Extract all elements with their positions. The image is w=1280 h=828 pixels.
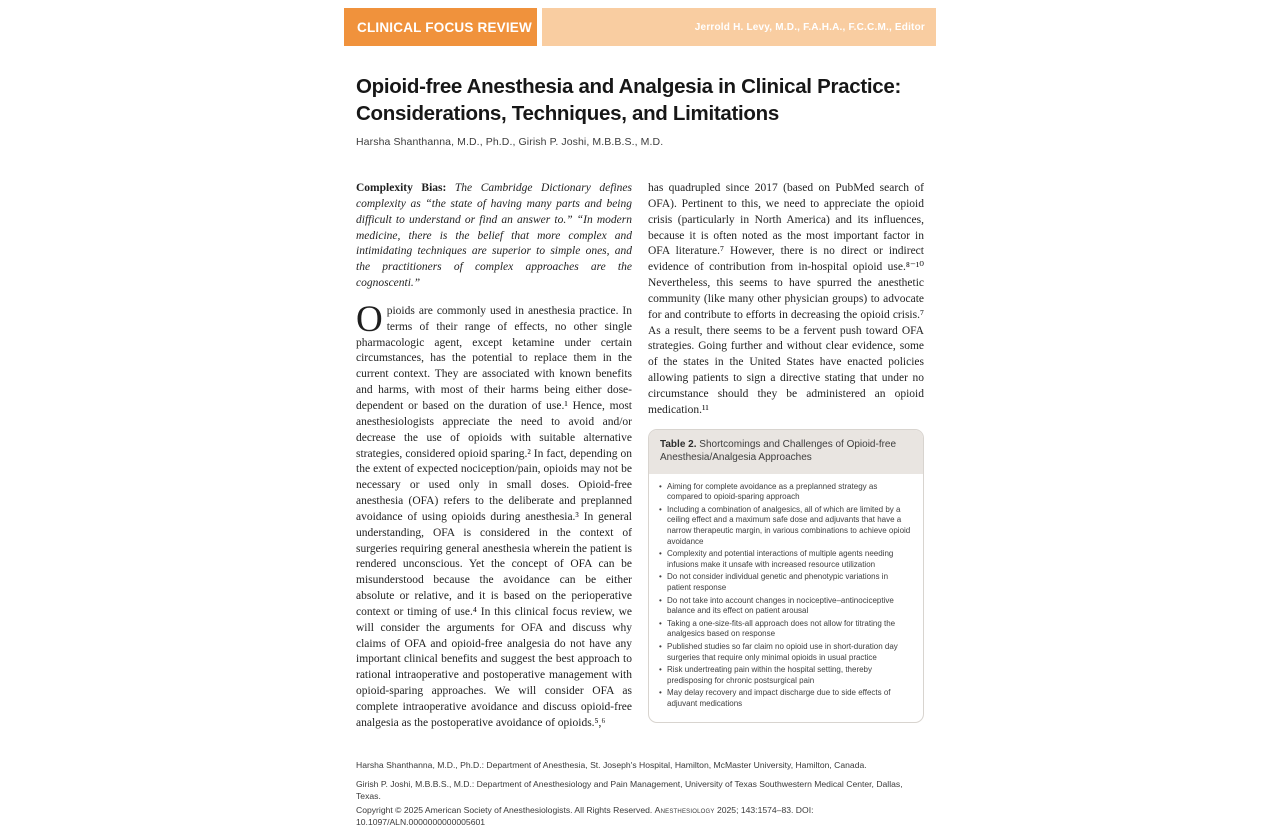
two-column-body bbox=[344, 181, 936, 743]
editor-credit: Jerrold H. Levy, M.D., F.A.H.A., F.C.C.M., Editor bbox=[542, 8, 936, 46]
table-2-item: • Including a combination of analgesics, all of which are limited by a ceiling effect and a maximum safe dose and adjuvants that have a narrow therapeutic margin, in various combinations to achieve opioid avoidance bbox=[658, 505, 913, 547]
table-2-caption bbox=[649, 430, 923, 474]
section-label: CLINICAL FOCUS REVIEW bbox=[344, 8, 537, 46]
table-2-item-list bbox=[658, 482, 913, 710]
article-page bbox=[344, 8, 936, 828]
left-column bbox=[356, 181, 632, 743]
intro-paragraph-text: pioids are commonly used in anesthesia practice. In terms of their range of effects, no other single pharmacologic agent, except ketamine under certain circumstances, has the potential to replace them in the current context. They are associated with known benefits and harms, with most of their harms being either dose-dependent or based on the duration of use.¹ Hence, most anesthesiologists appreciate the need to avoid and/or decrease the use of opioids with suitable alternative strategies, considered opioid sparing.² In fact, depending on the extent of expected nociception/pain, opioids may not be necessary or used only in small doses. Opioid-free anesthesia (OFA) refers to the deliberate and preplanned avoidance of using opioids during anesthesia.³ In general understanding, OFA is considered in the context of surgeries requiring general anesthesia wherein the patient is rendered unconscious. Yet the concept of OFA can be misunderstood because the avoidance can be either absolute or relative, and it is based on the perioperative context or timing of use.⁴ In this clinical focus review, we will consider the arguments for OFA and discuss why claims of OFA and opioid-free analgesia do not have any important clinical benefits and suggest the best approach to rational intraoperative and postoperative management with opioid-sparing approaches. We will consider OFA as complete intraoperative avoidance and discuss opioid-free analgesia as the postoperative avoidance of opioids.⁵,⁶ bbox=[356, 304, 632, 729]
right-column bbox=[648, 181, 924, 743]
table-2-item: • Aiming for complete avoidance as a preplanned strategy as compared to opioid-sparing approach bbox=[658, 482, 913, 503]
article-footnotes bbox=[356, 759, 924, 828]
complexity-bias-paragraph bbox=[356, 181, 632, 292]
complexity-bias-text: The Cambridge Dictionary defines complexity as “the state of having many parts and being difficult to understand or find an answer to.” “In modern medicine, there is the belief that more complex and intimidating techniques are superior to simple ones, and the practitioners of complex approaches are the cognoscenti.” bbox=[356, 182, 632, 290]
table-2-item: • May delay recovery and impact discharge due to side effects of adjuvant medications bbox=[658, 688, 913, 709]
article-title-line1: Opioid-free Anesthesia and Analgesia in Clinical Practice: bbox=[356, 75, 901, 98]
article-title bbox=[356, 73, 924, 127]
article-title-line2: Considerations, Techniques, and Limitations bbox=[356, 102, 779, 125]
intro-paragraph bbox=[356, 298, 632, 732]
table-2-item: • Taking a one-size-fits-all approach does not allow for titrating the analgesics based on response bbox=[658, 619, 913, 640]
table-2-box bbox=[648, 429, 924, 723]
table-2-title: Shortcomings and Challenges of Opioid-free Anesthesia/Analgesia Approaches bbox=[660, 438, 897, 464]
table-2-body bbox=[649, 474, 923, 722]
table-2-item: • Do not consider individual genetic and phenotypic variations in patient response bbox=[658, 572, 913, 593]
table-2-item: • Published studies so far claim no opioid use in short-duration day surgeries that require only minimal opioids in usual practice bbox=[658, 642, 913, 663]
copyright-post: 2025; 143:1574–83. DOI: 10.1097/ALN.0000000000005601 bbox=[356, 805, 814, 828]
table-2-item: • Do not take into account changes in nociceptive–antinociceptive balance and its effect on patient arousal bbox=[658, 596, 913, 617]
affiliation-shanthanna: Harsha Shanthanna, M.D., Ph.D.: Department of Anesthesia, St. Joseph's Hospital, Hamilton, McMaster University, Hamilton, Canada. bbox=[356, 760, 867, 771]
section-banner bbox=[344, 8, 936, 46]
continuation-paragraph: has quadrupled since 2017 (based on PubMed search of OFA). Pertinent to this, we need to appreciate the opioid crisis (particularly in North America) and its influences, because it is often noted as the most important factor in OFA literature.⁷ However, there is no direct or indirect evidence of contribution from in-hospital opioid use.⁸⁻¹⁰ Nevertheless, this seems to have spurred the anesthetic community (like many other physician groups) to advocate for and contribute to efforts in decreasing the opioid crisis.⁷ As a result, there seems to be a fervent push toward OFA strategies. Going further and without clear evidence, some of the states in the United States have enacted policies allowing patients to sign a directive stating that under no circumstance should they be administered an opioid medication.¹¹ bbox=[648, 182, 924, 416]
drop-cap: O bbox=[356, 298, 383, 340]
copyright-pre: Copyright © 2025 American Society of Anesthesiologists. All Rights Reserved. bbox=[356, 805, 655, 816]
journal-name: Anesthesiology bbox=[654, 805, 715, 816]
table-2-item: • Risk undertreating pain within the hospital setting, thereby predisposing for chronic postsurgical pain bbox=[658, 665, 913, 686]
table-2-item: • Complexity and potential interactions of multiple agents needing infusions make it unsafe with increased resource utilization bbox=[658, 549, 913, 570]
table-2-label: Table 2. bbox=[660, 438, 697, 450]
complexity-bias-label: Complexity Bias: bbox=[356, 182, 447, 194]
affiliation-joshi: Girish P. Joshi, M.B.B.S., M.D.: Department of Anesthesiology and Pain Management, University of Texas Southwestern Medical Center, Dallas, Texas. bbox=[356, 779, 903, 802]
copyright-line bbox=[356, 804, 924, 828]
author-byline: Harsha Shanthanna, M.D., Ph.D., Girish P. Joshi, M.B.B.S., M.D. bbox=[356, 136, 664, 148]
